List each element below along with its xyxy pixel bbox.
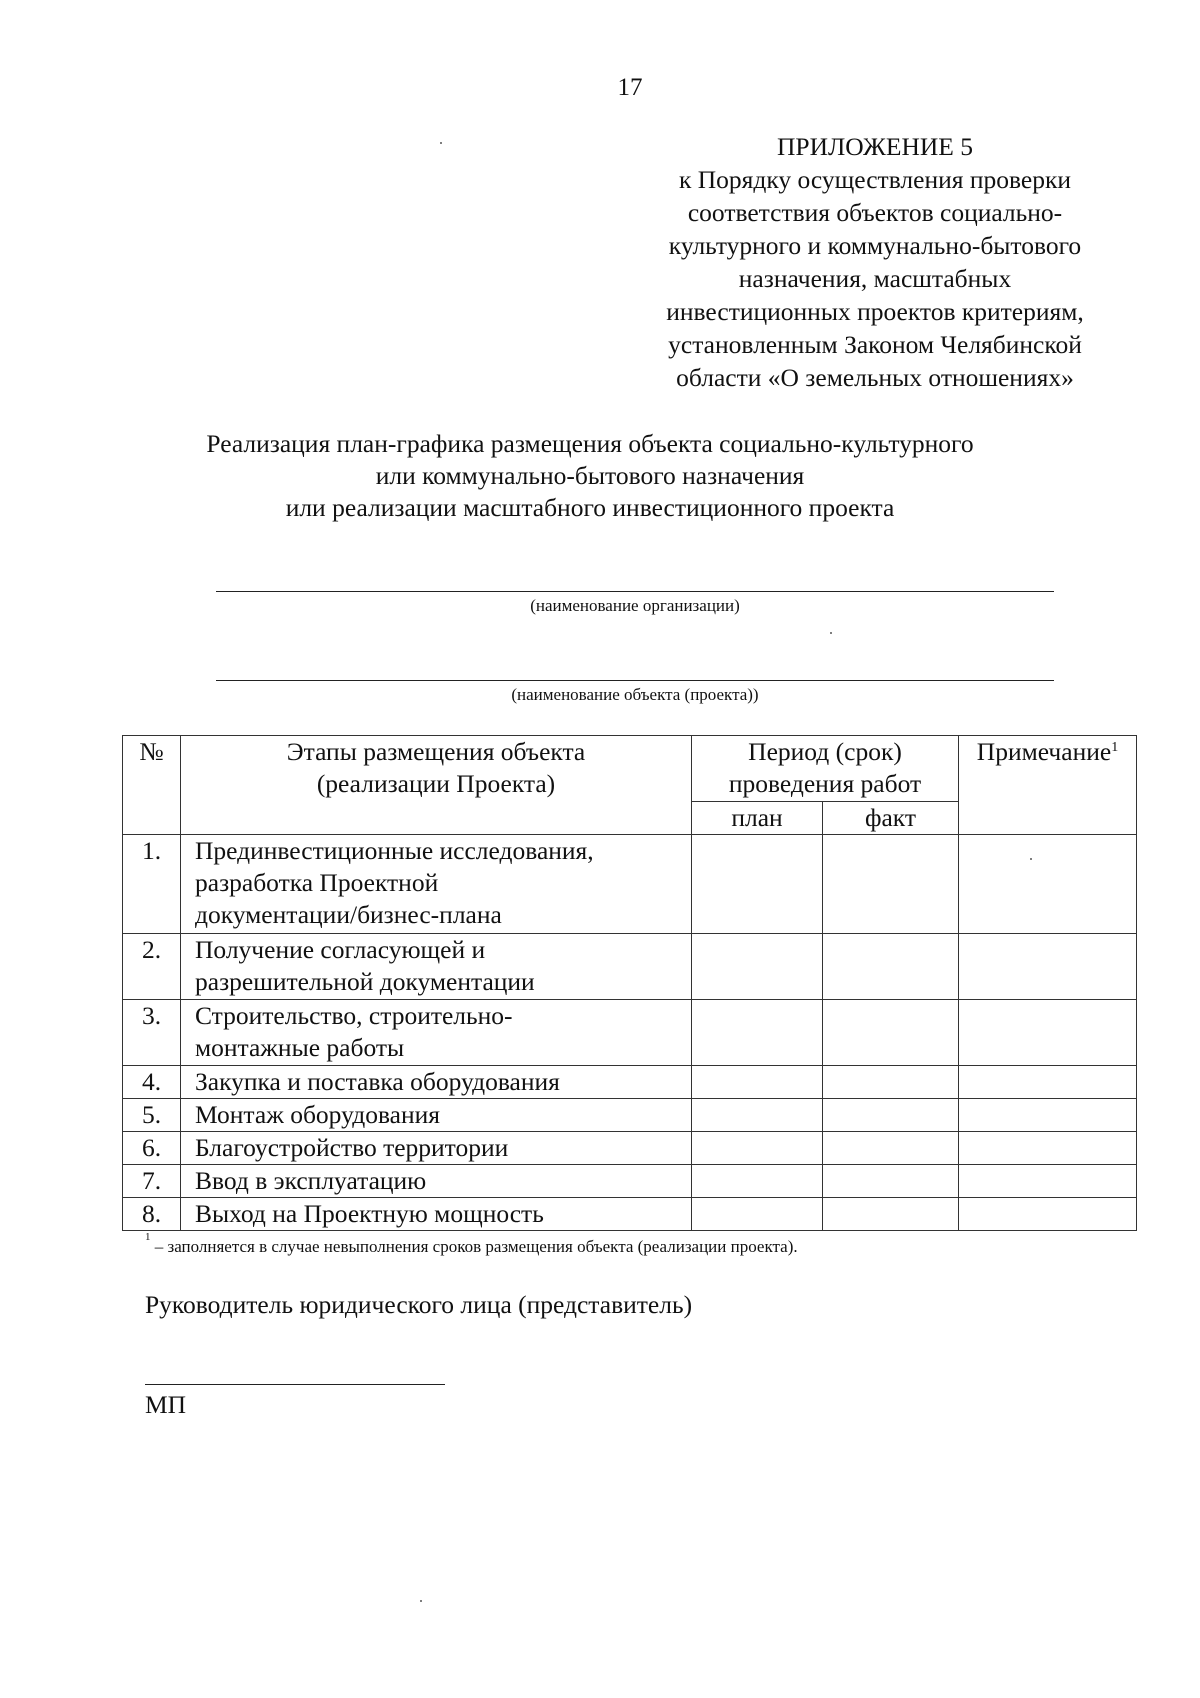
stage-name xyxy=(181,1066,692,1099)
title-line: или коммунально-бытового назначения xyxy=(375,461,805,490)
row-number: 3. xyxy=(123,1000,181,1066)
table-row xyxy=(123,1066,1137,1099)
stage-name xyxy=(181,1198,692,1231)
appendix-line: области «О земельных отношениях» xyxy=(676,363,1074,392)
stage-name xyxy=(181,1099,692,1132)
header-fact: факт xyxy=(823,802,959,835)
table-row xyxy=(123,835,1137,934)
organization-caption: (наименование организации) xyxy=(530,596,740,615)
stage-line: Получение согласующей и xyxy=(195,935,486,964)
stage-name xyxy=(181,1132,692,1165)
header-note-label: Примечание xyxy=(976,737,1112,766)
note-cell[interactable] xyxy=(959,1165,1137,1198)
stage-line: монтажные работы xyxy=(195,1033,405,1062)
stage-line: Монтаж оборудования xyxy=(195,1100,441,1129)
scan-speck xyxy=(830,632,832,634)
stamp-label: МП xyxy=(145,1390,187,1419)
appendix-title: ПРИЛОЖЕНИЕ 5 xyxy=(776,132,974,161)
fact-cell[interactable] xyxy=(823,1099,959,1132)
header-period-line: проведения работ xyxy=(728,769,922,798)
title-line: или реализации масштабного инвестиционного проекта xyxy=(285,493,895,522)
appendix-header xyxy=(610,130,1140,394)
page-number: 17 xyxy=(617,74,643,101)
appendix-line: к Порядку осуществления проверки xyxy=(679,165,1071,194)
stage-line: Закупка и поставка оборудования xyxy=(195,1067,560,1096)
plan-cell[interactable] xyxy=(692,934,823,1000)
header-number: № xyxy=(123,736,181,835)
header-stages-line: Этапы размещения объекта xyxy=(286,737,586,766)
stage-line: Строительство, строительно- xyxy=(195,1001,513,1030)
plan-cell[interactable] xyxy=(692,1099,823,1132)
footnote-number: 1 xyxy=(145,1231,151,1243)
table-row xyxy=(123,934,1137,1000)
appendix-line: назначения, масштабных xyxy=(738,264,1012,293)
stage-line: Выход на Проектную мощность xyxy=(195,1199,544,1228)
fact-cell[interactable] xyxy=(823,835,959,934)
table-row xyxy=(123,1000,1137,1066)
signature-label: Руководитель юридического лица (представитель) xyxy=(145,1290,693,1319)
fact-cell[interactable] xyxy=(823,1198,959,1231)
header-period xyxy=(692,736,959,802)
plan-cell[interactable] xyxy=(692,835,823,934)
note-cell[interactable] xyxy=(959,934,1137,1000)
note-cell[interactable] xyxy=(959,1132,1137,1165)
scan-speck xyxy=(420,1600,422,1602)
stage-name xyxy=(181,1165,692,1198)
stage-name xyxy=(181,1000,692,1066)
row-number: 5. xyxy=(123,1099,181,1132)
stage-line: документации/бизнес-плана xyxy=(195,900,502,929)
appendix-line: установленным Законом Челябинской xyxy=(668,330,1082,359)
footnote xyxy=(145,1231,798,1257)
note-cell[interactable] xyxy=(959,1066,1137,1099)
footnote-mark: 1 xyxy=(1111,740,1119,755)
plan-cell[interactable] xyxy=(692,1165,823,1198)
stage-line: разработка Проектной xyxy=(195,868,439,897)
plan-cell[interactable] xyxy=(692,1198,823,1231)
note-cell[interactable] xyxy=(959,1000,1137,1066)
header-stages-line: (реализации Проекта) xyxy=(316,769,556,798)
appendix-line: инвестиционных проектов критериям, xyxy=(666,297,1084,326)
header-note xyxy=(959,736,1137,835)
table-row xyxy=(123,1198,1137,1231)
stage-line: Ввод в эксплуатацию xyxy=(195,1166,427,1195)
row-number: 2. xyxy=(123,934,181,1000)
fact-cell[interactable] xyxy=(823,934,959,1000)
fact-cell[interactable] xyxy=(823,1165,959,1198)
row-number: 6. xyxy=(123,1132,181,1165)
table-row xyxy=(123,1132,1137,1165)
scan-speck xyxy=(440,142,442,144)
note-cell[interactable] xyxy=(959,835,1137,934)
stage-name xyxy=(181,934,692,1000)
stages-table xyxy=(122,735,1137,1231)
footnote-text: – заполняется в случае невыполнения сроков размещения объекта (реализации проекта). xyxy=(150,1237,798,1256)
note-cell[interactable] xyxy=(959,1099,1137,1132)
row-number: 8. xyxy=(123,1198,181,1231)
signature-line[interactable] xyxy=(145,1384,445,1385)
document-title xyxy=(140,428,1040,524)
note-cell[interactable] xyxy=(959,1198,1137,1231)
row-number: 1. xyxy=(123,835,181,934)
header-stages xyxy=(181,736,692,835)
plan-cell[interactable] xyxy=(692,1066,823,1099)
header-plan: план xyxy=(692,802,823,835)
row-number: 7. xyxy=(123,1165,181,1198)
fact-cell[interactable] xyxy=(823,1000,959,1066)
stage-name xyxy=(181,835,692,934)
table-row xyxy=(123,1165,1137,1198)
stage-line: Прединвестиционные исследования, xyxy=(195,836,594,865)
fact-cell[interactable] xyxy=(823,1132,959,1165)
organization-name-line[interactable] xyxy=(216,591,1054,592)
title-line: Реализация план-графика размещения объекта социально-культурного xyxy=(206,429,974,458)
object-name-line[interactable] xyxy=(216,680,1054,681)
fact-cell[interactable] xyxy=(823,1066,959,1099)
plan-cell[interactable] xyxy=(692,1132,823,1165)
object-caption: (наименование объекта (проекта)) xyxy=(511,685,759,704)
plan-cell[interactable] xyxy=(692,1000,823,1066)
scan-speck xyxy=(1030,858,1032,860)
header-period-line: Период (срок) xyxy=(748,737,902,766)
stage-line: Благоустройство территории xyxy=(195,1133,509,1162)
stage-line: разрешительной документации xyxy=(195,967,535,996)
row-number: 4. xyxy=(123,1066,181,1099)
table-row xyxy=(123,1099,1137,1132)
appendix-line: культурного и коммунально-бытового xyxy=(668,231,1082,260)
appendix-line: соответствия объектов социально- xyxy=(687,198,1063,227)
